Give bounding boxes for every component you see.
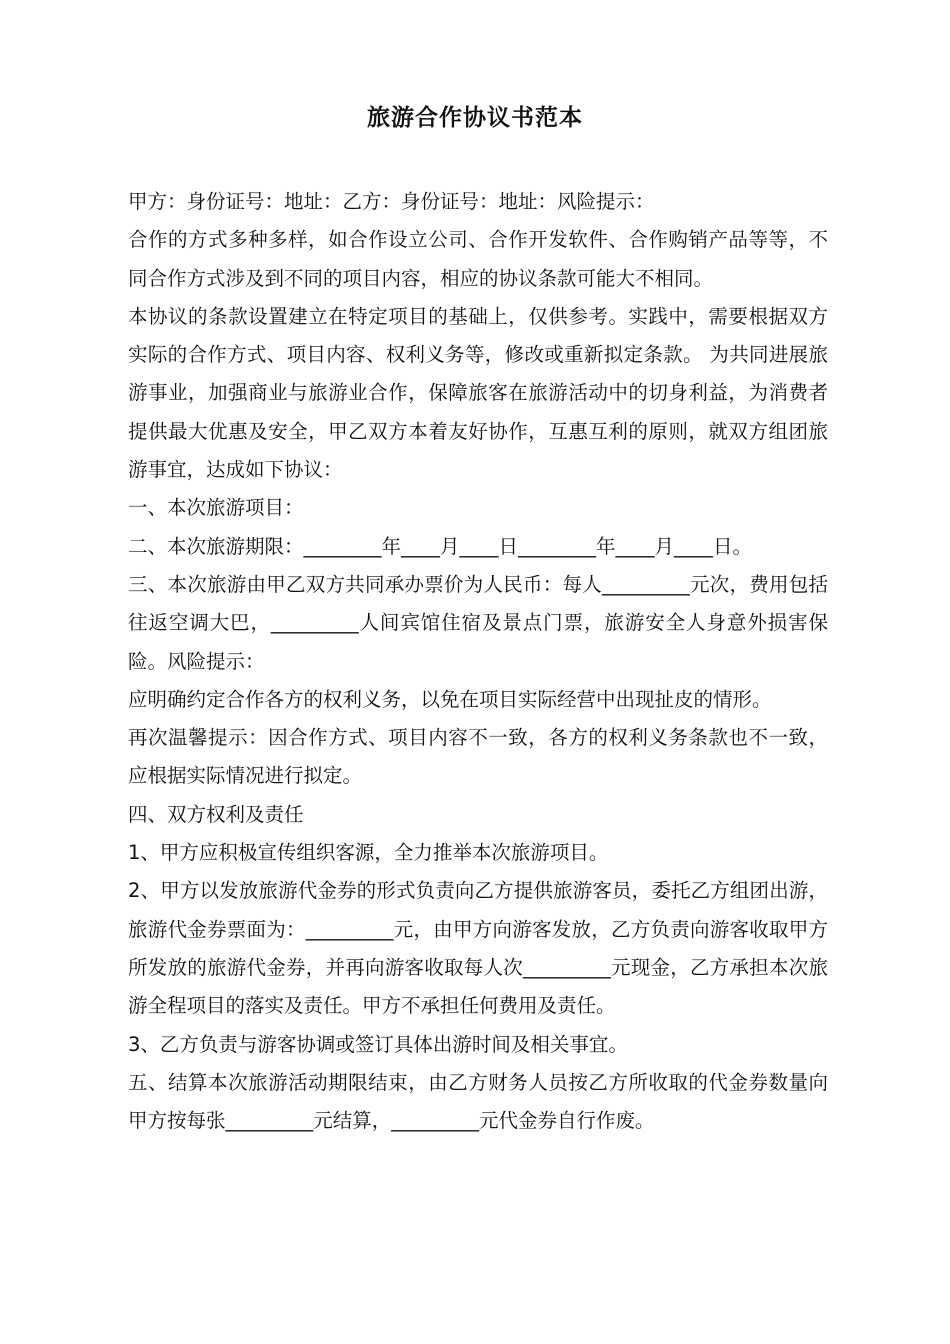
risk-note-paragraph: 合作的方式多种多样，如合作设立公司、合作开发软件、合作购销产品等等，不同合作方式涉及到不同的项目内容，相应的协议条款可能大不相同。 [128, 228, 828, 290]
clause-3-fee: 三、本次旅游由甲乙双方共同承办票价为人民币：每人_________元次，费用包括往返空调大巴，_________人间宾馆住宿及景点门票，旅游安全人身意外损害保险。风险提示： [128, 572, 828, 673]
risk-note-rights: 应明确约定合作各方的权利义务，以免在项目实际经营中出现扯皮的情形。 [128, 687, 772, 711]
preamble-paragraph: 本协议的条款设置建立在特定项目的基础上，仅供参考。实践中，需要根据双方实际的合作方式、项目内容、权利义务等，修改或重新拟定条款。 为共同进展旅游事业，加强商业与旅游业合作，保障旅客在旅游活动中的切身利益，为消费者提供最大优惠及安全，甲乙双方本着友好协作，互惠互利的原则，就双方组团旅游事宜，达成如下协议： [128, 304, 828, 482]
parties-line: 甲方：身份证号：地址：乙方：身份证号：地址：风险提示： [128, 190, 655, 213]
document-title: 旅游合作协议书范本 [367, 105, 583, 131]
clause-1-project: 一、本次旅游项目： [128, 496, 304, 520]
document-body [128, 183, 828, 1140]
clause-4-item-2: 2、甲方以发放旅游代金券的形式负责向乙方提供旅游客员，委托乙方组团出游，旅游代金券票面为：_________元，由甲方向游客发放，乙方负责向游客收取甲方所发放的旅游代金券，并再向游客收取每人次_________元现金，乙方承担本次旅游全程项目的落实及责任。甲方不承担任何费用及责任。 [128, 879, 828, 1018]
clause-4-heading: 四、双方权利及责任 [128, 802, 304, 826]
clause-4-item-1: 1、甲方应积极宣传组织客源，全力推举本次旅游项目。 [128, 841, 609, 865]
clause-4-item-3: 3、乙方负责与游客协调或签订具体出游时间及相关事宜。 [128, 1032, 628, 1056]
clause-5-settlement: 五、结算本次旅游活动期限结束，由乙方财务人员按乙方所收取的代金券数量向甲方按每张_________元结算，_________元代金券自行作废。 [128, 1070, 828, 1133]
warm-reminder: 再次温馨提示：因合作方式、项目内容不一致，各方的权利义务条款也不一致，应根据实际情况进行拟定。 [128, 726, 828, 788]
clause-2-period: 二、本次旅游期限：________年____月____日________年____月____日。 [128, 534, 753, 558]
